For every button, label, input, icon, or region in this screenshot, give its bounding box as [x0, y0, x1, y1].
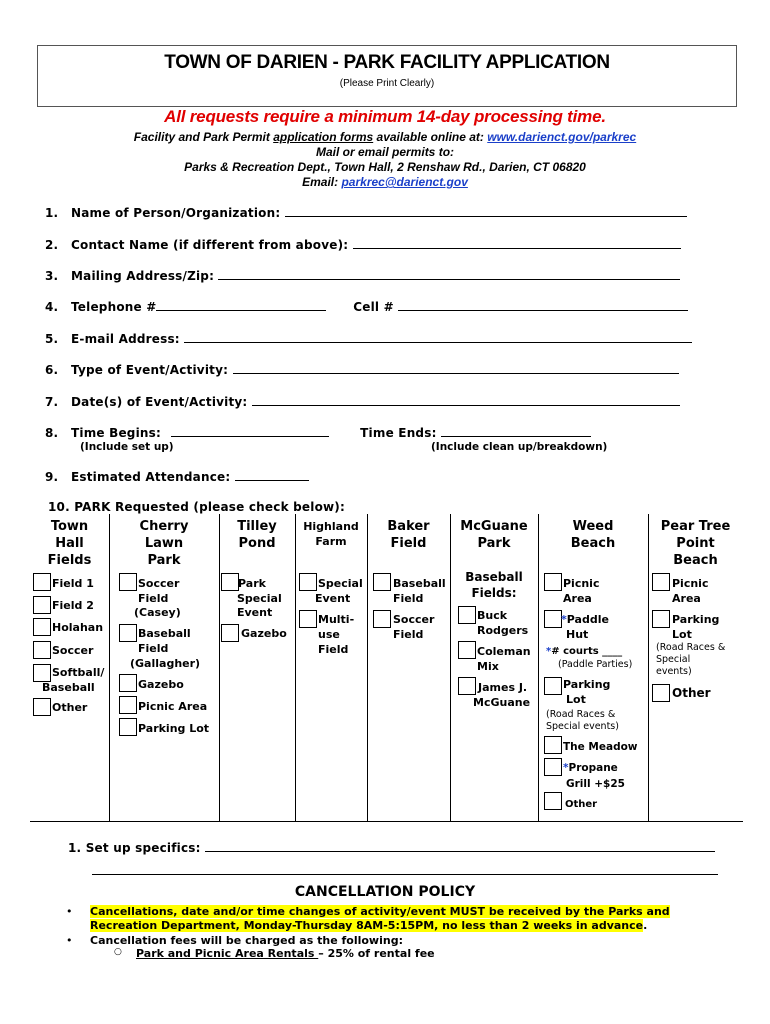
james-mcguane-checkbox[interactable] — [458, 677, 476, 695]
baker-field-header: Baker Field — [387, 519, 430, 551]
highland-special-event-checkbox[interactable] — [299, 573, 317, 591]
question-10 — [48, 500, 345, 514]
tilley-gazebo-checkbox[interactable] — [221, 624, 239, 642]
item-label: Gazebo — [138, 678, 184, 691]
question-label: E-mail Address: — [71, 332, 180, 346]
question-number: 7. — [45, 395, 59, 409]
bullet-icon: • — [66, 905, 73, 918]
item-label: The Meadow — [563, 741, 638, 753]
park-special-event-checkbox[interactable] — [221, 573, 239, 591]
mcguane-park-header: McGuane Park — [460, 519, 528, 551]
propane-label: *Propane — [563, 762, 618, 774]
item-label: Gazebo — [241, 627, 287, 640]
baseball-label: Baseball — [42, 681, 95, 694]
question-5 — [45, 331, 692, 346]
item-label: Hut — [566, 628, 589, 641]
item-label: Picnic — [563, 577, 600, 590]
item-label: James J. — [478, 681, 528, 694]
bullet-icon: • — [66, 934, 73, 947]
pear-parking-lot-checkbox[interactable] — [652, 610, 670, 628]
cancellation-heading: CANCELLATION POLICY — [294, 884, 476, 900]
item-label: (Casey) — [134, 606, 181, 619]
parking-lot-checkbox[interactable] — [119, 718, 137, 736]
town-hall-header: Town Hall Fields — [47, 519, 92, 568]
question-label: Type of Event/Activity: — [71, 363, 229, 377]
item-label: Lot — [566, 693, 586, 706]
item-label: (Gallagher) — [130, 657, 201, 670]
softball-label: Softball/ — [52, 666, 105, 679]
item-note: events) — [656, 666, 692, 677]
mailing-address-field[interactable] — [218, 268, 680, 280]
question-9 — [45, 469, 309, 484]
forms-prefix: Facility and Park Permit — [133, 130, 274, 144]
setup-label: Set up specifics: — [85, 841, 201, 855]
email-link[interactable]: parkrec@darienct.gov — [341, 175, 468, 189]
weed-picnic-area-checkbox[interactable] — [544, 573, 562, 591]
item-label: Special — [237, 592, 282, 605]
setup-number: 1. — [68, 841, 82, 855]
field2-label: Field 2 — [52, 599, 94, 612]
tilley-pond-header: Tilley Pond — [237, 519, 277, 551]
question-number: 1. — [45, 206, 59, 220]
pear-other-checkbox[interactable] — [652, 684, 670, 702]
item-label: Picnic — [672, 577, 709, 590]
email-line — [0, 175, 770, 189]
pear-picnic-area-checkbox[interactable] — [652, 573, 670, 591]
question-number: 10. — [48, 500, 70, 514]
item-label: Buck — [477, 609, 508, 622]
question-label: Mailing Address/Zip: — [71, 269, 215, 283]
question-number: 9. — [45, 470, 59, 484]
baker-baseball-checkbox[interactable] — [373, 573, 391, 591]
baseball-field-gallagher-checkbox[interactable] — [119, 624, 137, 642]
setup-field[interactable] — [205, 840, 715, 852]
item-label: Field — [138, 642, 169, 655]
address-line: Parks & Recreation Dept., Town Hall, 2 Renshaw Rd., Darien, CT 06820 — [184, 160, 586, 174]
item-label: Other — [565, 799, 598, 810]
processing-notice: All requests require a minimum 14-day processing time. — [164, 107, 606, 126]
setup-note: (Include set up) — [80, 441, 174, 453]
park-selection-grid — [30, 514, 743, 822]
cell-field[interactable] — [398, 299, 688, 311]
item-label: McGuane — [473, 696, 531, 709]
attendance-field[interactable] — [235, 469, 309, 481]
gazebo-checkbox[interactable] — [119, 674, 137, 692]
item-note: (Road Races & — [546, 709, 616, 720]
question-6 — [45, 362, 679, 377]
item-label: Soccer — [393, 613, 435, 626]
item-label: Field — [393, 628, 424, 641]
cancellation-rule-line2: Recreation Department, Monday-Thursday 8AM-5:15PM, no less than 2 weeks in advance. — [90, 919, 648, 932]
weed-beach-header: Weed Beach — [570, 519, 616, 551]
title-box — [37, 45, 737, 107]
question-4 — [45, 299, 688, 314]
item-note: (Road Races & — [656, 642, 726, 653]
item-label: Field — [318, 643, 349, 656]
question-label: Contact Name (if different from above): — [71, 238, 349, 252]
cherry-lawn-header: Cherry Lawn Park — [139, 519, 189, 568]
question-label: Telephone # — [71, 300, 157, 314]
item-label: Area — [672, 592, 701, 605]
multi-use-field-checkbox[interactable] — [299, 610, 317, 628]
item-label: Lot — [672, 628, 692, 641]
paddle-hut-checkbox[interactable] — [544, 610, 562, 628]
item-label: Soccer — [138, 577, 180, 590]
baker-soccer-checkbox[interactable] — [373, 610, 391, 628]
field1-checkbox[interactable] — [33, 573, 51, 591]
mail-line: Mail or email permits to: — [315, 145, 455, 159]
item-label: Mix — [477, 660, 499, 673]
weed-other-checkbox[interactable] — [544, 792, 562, 810]
question-number: 3. — [45, 269, 59, 283]
email-field[interactable] — [184, 331, 692, 343]
field2-checkbox[interactable] — [33, 596, 51, 614]
item-label: Other — [672, 686, 711, 700]
item-label: Baseball — [393, 577, 446, 590]
other-label: Other — [52, 701, 88, 714]
question-label: Name of Person/Organization: — [71, 206, 281, 220]
item-label: Event — [315, 592, 351, 605]
item-label: Baseball — [138, 627, 191, 640]
propane-grill-checkbox[interactable] — [544, 758, 562, 776]
question-1 — [45, 205, 687, 220]
time-ends-label: Time Ends: — [360, 426, 437, 440]
question-7 — [45, 394, 680, 409]
time-ends-field[interactable] — [441, 425, 591, 437]
question-number: 8. — [45, 426, 59, 440]
question-8 — [45, 425, 591, 440]
question-2 — [45, 237, 681, 252]
item-note: Special events) — [546, 721, 619, 732]
event-type-field[interactable] — [233, 362, 679, 374]
forms-line — [0, 130, 770, 144]
item-note: (Paddle Parties) — [558, 659, 633, 670]
question-number: 4. — [45, 300, 59, 314]
question-number: 6. — [45, 363, 59, 377]
item-label: Field — [393, 592, 424, 605]
item-label: Park — [238, 577, 266, 590]
item-label: Parking Lot — [138, 722, 210, 735]
item-label: Rodgers — [477, 624, 529, 637]
meadow-checkbox[interactable] — [544, 736, 562, 754]
field1-label: Field 1 — [52, 577, 94, 590]
cancellation-rule-line1: Cancellations, date and/or time changes of activity/event MUST be received by the Parks and — [90, 905, 670, 918]
name-field[interactable] — [285, 205, 687, 217]
question-number: 2. — [45, 238, 59, 252]
fields-label: Fields: — [471, 586, 517, 600]
question-label: PARK Requested (please check below): — [74, 500, 345, 514]
baseball-fields-label: Baseball — [465, 570, 523, 584]
item-label: Event — [237, 606, 273, 619]
soccer-field-casey-checkbox[interactable] — [119, 573, 137, 591]
question-label: Time Begins: — [71, 426, 161, 440]
setup-specifics — [68, 840, 715, 855]
pear-tree-header: Pear Tree Point Beach — [660, 519, 731, 568]
cell-label: Cell # — [353, 300, 394, 314]
picnic-area-checkbox[interactable] — [119, 696, 137, 714]
item-label: Area — [563, 592, 592, 605]
holahan-checkbox[interactable] — [33, 618, 51, 636]
soccer-label: Soccer — [52, 644, 94, 657]
setup-field-line2[interactable] — [92, 874, 718, 875]
highland-farm-header: Highland Farm — [303, 520, 359, 548]
weed-parking-lot-checkbox[interactable] — [544, 677, 562, 695]
time-begins-field[interactable] — [171, 425, 329, 437]
email-prefix: Email: — [302, 175, 342, 189]
item-note: Special — [656, 654, 691, 665]
cleanup-note: (Include clean up/breakdown) — [431, 441, 608, 453]
item-label: Parking — [672, 613, 720, 626]
page-title: TOWN OF DARIEN - PARK FACILITY APPLICATION — [164, 52, 610, 73]
paddle-label: *Paddle — [561, 613, 609, 626]
buck-rodgers-checkbox[interactable] — [458, 606, 476, 624]
website-link[interactable]: www.darienct.gov/parkrec — [487, 130, 637, 144]
question-label: Date(s) of Event/Activity: — [71, 395, 248, 409]
page-subtitle: (Please Print Clearly) — [339, 78, 435, 89]
other-checkbox[interactable] — [33, 698, 51, 716]
item-label: Multi- — [318, 613, 355, 626]
forms-link-text: application forms — [273, 130, 374, 144]
item-label: Special — [318, 577, 363, 590]
question-label: Estimated Attendance: — [71, 470, 231, 484]
cancellation-fees: Cancellation fees will be charged as the following: — [90, 934, 403, 947]
item-label: Parking — [563, 678, 611, 691]
item-label: Picnic Area — [138, 700, 208, 713]
item-label: Field — [138, 592, 169, 605]
telephone-field[interactable] — [156, 299, 326, 311]
soccer-checkbox[interactable] — [33, 641, 51, 659]
forms-mid: available online at: — [373, 130, 488, 144]
item-label: use — [318, 628, 340, 641]
item-label: Coleman — [477, 645, 531, 658]
rental-fee-line: Park and Picnic Area Rentals – 25% of rental fee — [136, 947, 435, 960]
event-dates-field[interactable] — [252, 394, 680, 406]
question-3 — [45, 268, 680, 283]
item-label: Grill +$25 — [566, 778, 625, 790]
circle-bullet-icon: ○ — [114, 947, 122, 957]
holahan-label: Holahan — [52, 621, 104, 634]
question-number: 5. — [45, 332, 59, 346]
courts-label: *# courts ____ — [546, 646, 623, 657]
contact-name-field[interactable] — [353, 237, 681, 249]
coleman-mix-checkbox[interactable] — [458, 641, 476, 659]
